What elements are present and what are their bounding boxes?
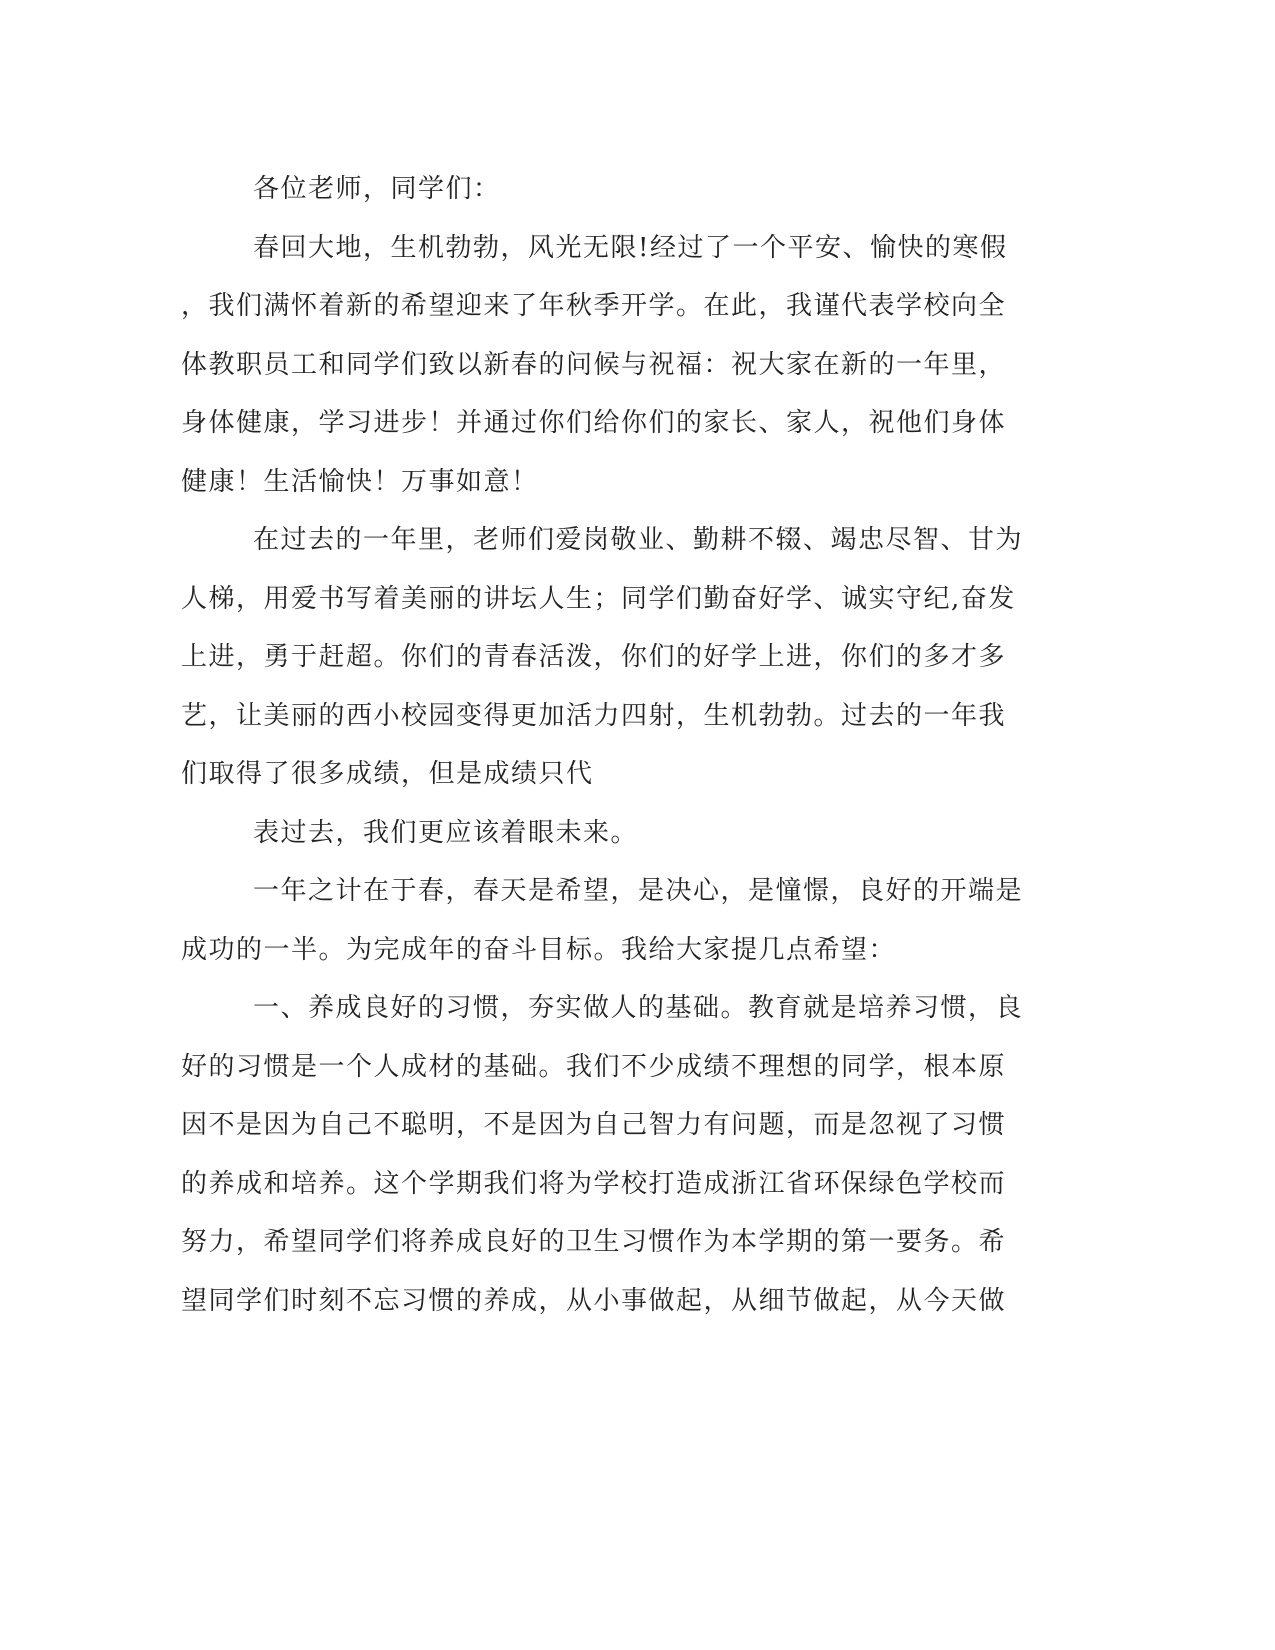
text-line: 因不是因为自己不聪明，不是因为自己智力有问题，而是忽视了习惯 (181, 1110, 1007, 1140)
text-line: 健康！生活愉快！万事如意！ (181, 466, 539, 497)
text-line: 表过去，我们更应该着眼未来。 (253, 817, 639, 848)
salutation-paragraph (181, 160, 1041, 219)
text-line: 一年之计在于春，春天是希望，是决心，是憧憬，良好的开端是 (253, 876, 1024, 906)
text-line: 人梯，用爱书写着美丽的讲坛人生；同学们勤奋好学、诚实守纪,奋发 (181, 583, 1016, 614)
habits-paragraph (181, 979, 1041, 1330)
text-line: 努力，希望同学们将养成良好的卫生习惯作为本学期的第一要务。希 (181, 1227, 1007, 1257)
text-line: 的养成和培养。这个学期我们将为学校打造成浙江省环保绿色学校而 (181, 1168, 1007, 1199)
text-line: 一、养成良好的习惯，夯实做人的基础。教育就是培养习惯，良 (253, 993, 1024, 1023)
text-line: 们取得了很多成绩，但是成绩只代 (181, 759, 594, 789)
document-body (181, 160, 1041, 1330)
future-paragraph (181, 804, 1041, 863)
text-line: 好的习惯是一个人成材的基础。我们不少成绩不理想的同学，根本原 (181, 1051, 1007, 1082)
text-line: ，我们满怀着新的希望迎来了年秋季开学。在此，我谨代表学校向全 (181, 291, 1007, 321)
hopes-intro-paragraph (181, 862, 1041, 979)
text-line: 春回大地，生机勃勃，风光无限!经过了一个平安、愉快的寒假 (253, 232, 1008, 263)
text-line: 望同学们时刻不忘习惯的养成，从小事做起，从细节做起，从今天做 (181, 1285, 1007, 1316)
text-line: 各位老师，同学们： (253, 174, 501, 204)
text-line: 体教职员工和同学们致以新春的问候与祝福：祝大家在新的一年里， (181, 349, 1007, 380)
text-line: 在过去的一年里，老师们爱岗敬业、勤耕不辍、竭忠尽智、甘为 (253, 525, 1024, 555)
greeting-paragraph (181, 219, 1041, 512)
text-line: 上进，勇于赶超。你们的青春活泼，你们的好学上进，你们的多才多 (181, 642, 1007, 672)
text-line: 身体健康，学习进步！并通过你们给你们的家长、家人，祝他们身体 (181, 408, 1007, 438)
text-line: 艺，让美丽的西小校园变得更加活力四射，生机勃勃。过去的一年我 (181, 700, 1007, 731)
text-line: 成功的一半。为完成年的奋斗目标。我给大家提几点希望： (181, 934, 897, 965)
review-paragraph (181, 511, 1041, 804)
